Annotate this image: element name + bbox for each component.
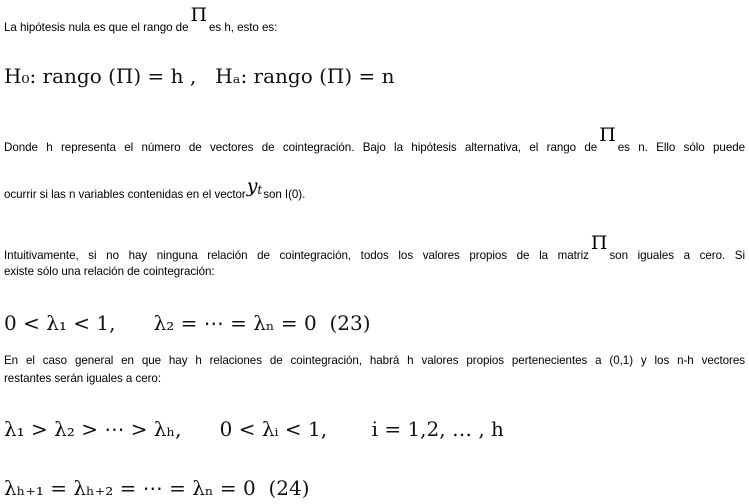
pi-symbol: Π [599,124,616,146]
text: ocurrir si las n variables contenidas en el vector [4,188,246,201]
equation-hypotheses: H₀: rango (Π) = h , Hₐ: rango (Π) = n [4,64,395,88]
paragraph-alternative [4,124,746,156]
paragraph-general-case [4,353,745,369]
text: Intuitivamente, si no hay ninguna relación de cointegración, todos los valores propios de la matriz [4,249,589,262]
equation-eigenvalues: λ₁ > λ₂ > ⋯ > λₕ, 0 < λᵢ < 1, i = 1,2, … , h [4,417,504,441]
paragraph-intuition-line2: existe sólo una relación de cointegración: [4,265,215,278]
paragraph-null-hypothesis [4,4,745,36]
text: es n. Ello sólo puede [617,141,746,154]
y-symbol: yt [246,175,263,197]
text: Donde h representa el número de vectores de cointegración. Bajo la hipótesis alternativa, el rango de [4,141,598,154]
text: En el caso general en que hay h relaciones de cointegración, habrá h valores propios pertenecientes a (0,1) y los n-h vectores [4,354,745,367]
text: es h, esto es: [209,21,278,34]
equation-24: λₕ₊₁ = λₕ₊₂ = ⋯ = λₙ = 0 (24) [4,476,310,500]
text: son I(0). [263,188,306,201]
text: son iguales a cero. Si [609,249,746,262]
pi-symbol: Π [190,4,208,26]
equation-23: 0 < λ₁ < 1, λ₂ = ⋯ = λₙ = 0 (23) [4,311,371,335]
paragraph-general-case-line2: restantes serán iguales a cero: [4,372,161,385]
text: La hipótesis nula es que el rango de [4,21,189,34]
paragraph-vector [4,175,745,204]
paragraph-intuition [4,232,746,264]
pi-symbol: Π [590,232,608,254]
